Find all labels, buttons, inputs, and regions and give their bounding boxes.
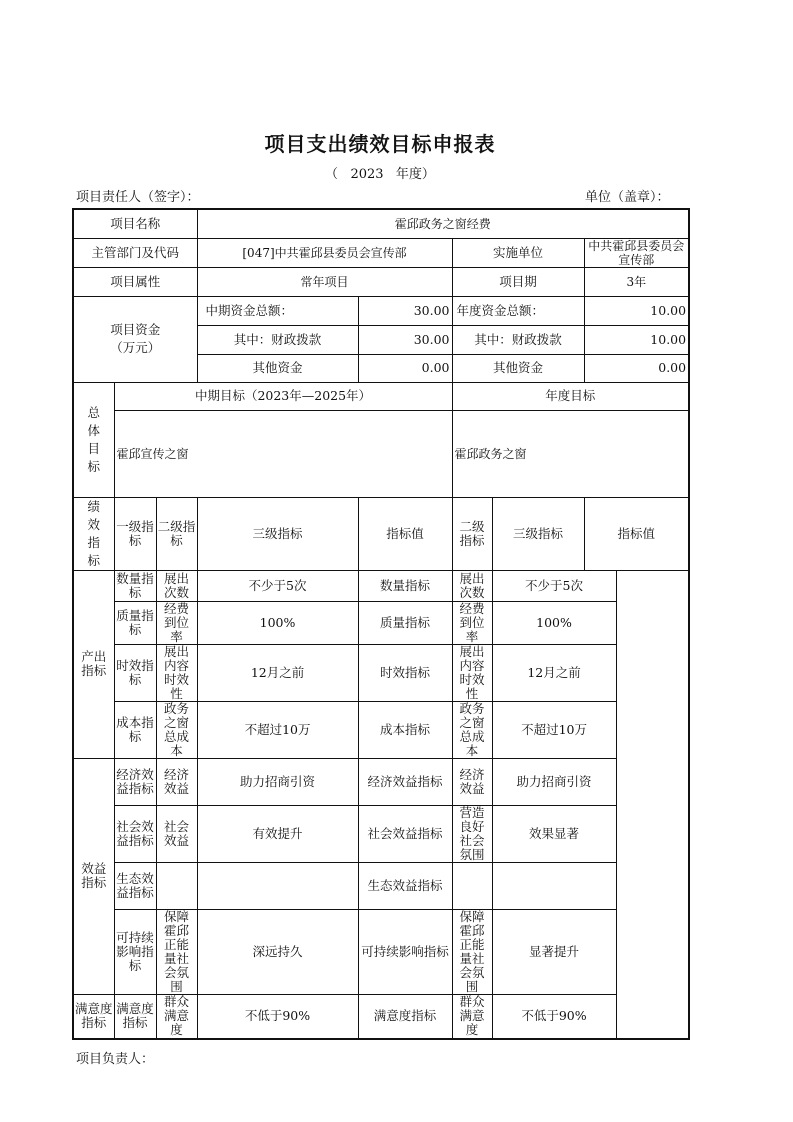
year-fiscal-value: 10.00 <box>584 325 689 354</box>
responsible-signature-label: 项目责任人（签字）： <box>76 190 200 205</box>
indicator-row <box>73 644 689 701</box>
year-indicator-l2: 生态效益指标 <box>358 862 452 909</box>
indicator-value: 深远持久 <box>197 909 358 994</box>
mid-other-label: 其他资金 <box>197 354 358 382</box>
output-indicator-label: 产出指标 <box>73 570 114 758</box>
indicator-row <box>73 758 689 805</box>
indicator-row <box>73 994 689 1039</box>
perf-label <box>73 497 114 570</box>
year-indicator-l2: 经济效益指标 <box>358 758 452 805</box>
year-indicator-l3: 经济效益 <box>452 758 492 805</box>
indicator-l2: 数量指标 <box>114 570 156 601</box>
indicator-l2: 时效指标 <box>114 644 156 701</box>
year-indicator-l3: 展出次数 <box>452 570 492 601</box>
satisfaction-l1: 满意度指标 <box>73 994 114 1039</box>
attr-value: 常年项目 <box>197 267 452 296</box>
year-other-value: 0.00 <box>584 354 689 382</box>
year-indicator-l2: 可持续影响指标 <box>358 909 452 994</box>
year-indicator-l2: 质量指标 <box>358 601 452 644</box>
indicator-l3: 社会效益 <box>156 805 197 862</box>
year-indicator-l2: 满意度指标 <box>358 994 452 1039</box>
indicator-l3: 保障霍邱正能量社会氛围 <box>156 909 197 994</box>
indicator-l2: 经济效益指标 <box>114 758 156 805</box>
funds-label <box>73 296 197 382</box>
indicator-l3: 群众满意度 <box>156 994 197 1039</box>
header-l1: 一级指标 <box>114 497 156 570</box>
header-value: 指标值 <box>358 497 452 570</box>
header-year-l2: 二级指标 <box>452 497 492 570</box>
impl-unit-label: 实施单位 <box>452 238 584 267</box>
year-total-value: 10.00 <box>584 296 689 325</box>
indicator-row <box>73 601 689 644</box>
indicator-l2: 质量指标 <box>114 601 156 644</box>
header-l3: 三级指标 <box>197 497 358 570</box>
project-name-label: 项目名称 <box>73 209 197 238</box>
impl-unit-value: 中共霍邱县委员会宣传部 <box>584 238 689 267</box>
indicator-value: 有效提升 <box>197 805 358 862</box>
indicator-l2: 社会效益指标 <box>114 805 156 862</box>
indicator-value: 不少于5次 <box>197 570 358 601</box>
year-indicator-l3 <box>452 862 492 909</box>
indicator-row <box>73 701 689 758</box>
indicator-value <box>197 862 358 909</box>
indicator-l3: 经济效益 <box>156 758 197 805</box>
year-total-label: 年度资金总额： <box>452 296 584 325</box>
year-indicator-value: 12月之前 <box>492 644 616 701</box>
year-goal-text: 霍邱政务之窗 <box>452 410 689 497</box>
indicator-value: 100% <box>197 601 358 644</box>
benefit-indicator-label: 效益指标 <box>73 758 114 994</box>
indicator-row <box>73 862 689 909</box>
year-other-label: 其他资金 <box>452 354 584 382</box>
year-indicator-value: 不超过10万 <box>492 701 616 758</box>
indicator-l2: 成本指标 <box>114 701 156 758</box>
mid-other-value: 0.00 <box>358 354 452 382</box>
indicator-l2: 满意度指标 <box>114 994 156 1039</box>
header-year-value: 指标值 <box>584 497 689 570</box>
year-indicator-l2: 成本指标 <box>358 701 452 758</box>
indicator-l2: 可持续影响指标 <box>114 909 156 994</box>
year-indicator-value: 不少于5次 <box>492 570 616 601</box>
year-indicator-l3: 展出内容时效性 <box>452 644 492 701</box>
funds-label-text: 项目资金（万元） <box>110 322 161 355</box>
page-title: 项目支出绩效目标申报表 <box>264 132 496 156</box>
indicator-l3: 展出内容时效性 <box>156 644 197 701</box>
overall-goal-text: 总体目标 <box>87 404 100 474</box>
indicator-row <box>73 805 689 862</box>
indicator-value: 不低于90% <box>197 994 358 1039</box>
year-fiscal-label: 其中：财政拨款 <box>452 325 584 354</box>
year-indicator-l3: 保障霍邱正能量社会氛围 <box>452 909 492 994</box>
indicator-value: 不超过10万 <box>197 701 358 758</box>
year-indicator-value: 显著提升 <box>492 909 616 994</box>
header-l2: 二级指标 <box>156 497 197 570</box>
mid-goal-text: 霍邱宣传之窗 <box>114 410 452 497</box>
year-indicator-value: 不低于90% <box>492 994 616 1039</box>
attr-label: 项目属性 <box>73 267 197 296</box>
project-lead-label: 项目负责人： <box>76 1052 155 1067</box>
indicator-value: 助力招商引资 <box>197 758 358 805</box>
year-indicator-l3: 营造良好社会氛围 <box>452 805 492 862</box>
mid-total-label: 中期资金总额： <box>197 296 358 325</box>
year-indicator-value <box>492 862 616 909</box>
indicator-row <box>73 570 689 601</box>
indicator-l3 <box>156 862 197 909</box>
indicator-l3: 展出次数 <box>156 570 197 601</box>
indicator-l3: 政务之窗总成本 <box>156 701 197 758</box>
period-label: 项目期 <box>452 267 584 296</box>
year-indicator-value: 100% <box>492 601 616 644</box>
year-indicator-l2: 社会效益指标 <box>358 805 452 862</box>
indicator-value: 12月之前 <box>197 644 358 701</box>
header-year-l3: 三级指标 <box>492 497 584 570</box>
year-indicator-l2: 数量指标 <box>358 570 452 601</box>
mid-total-value: 30.00 <box>358 296 452 325</box>
project-name-value: 霍邱政务之窗经费 <box>197 209 689 238</box>
indicator-l3: 经费到位率 <box>156 601 197 644</box>
year-indicator-l3: 群众满意度 <box>452 994 492 1039</box>
performance-table <box>72 208 690 1040</box>
year-indicator-l3: 政务之窗总成本 <box>452 701 492 758</box>
mid-fiscal-value: 30.00 <box>358 325 452 354</box>
indicator-l2: 生态效益指标 <box>114 862 156 909</box>
overall-goal-label <box>73 382 114 497</box>
year-indicator-value: 助力招商引资 <box>492 758 616 805</box>
mid-fiscal-label: 其中：财政拨款 <box>197 325 358 354</box>
dept-value: [047]中共霍邱县委员会宣传部 <box>197 238 452 267</box>
year-indicator-value: 效果显著 <box>492 805 616 862</box>
year-indicator-l3: 经费到位率 <box>452 601 492 644</box>
year-goal-header: 年度目标 <box>452 382 689 410</box>
indicator-row <box>73 909 689 994</box>
perf-label-text: 绩效指标 <box>87 498 100 568</box>
unit-seal-label: 单位（盖章）： <box>585 190 670 205</box>
dept-label: 主管部门及代码 <box>73 238 197 267</box>
mid-goal-header: 中期目标（2023年—2025年） <box>114 382 452 410</box>
period-value: 3年 <box>584 267 689 296</box>
table-area <box>72 208 689 1067</box>
year-indicator-l2: 时效指标 <box>358 644 452 701</box>
year-subtitle: （ 2023 年度） <box>325 167 435 182</box>
